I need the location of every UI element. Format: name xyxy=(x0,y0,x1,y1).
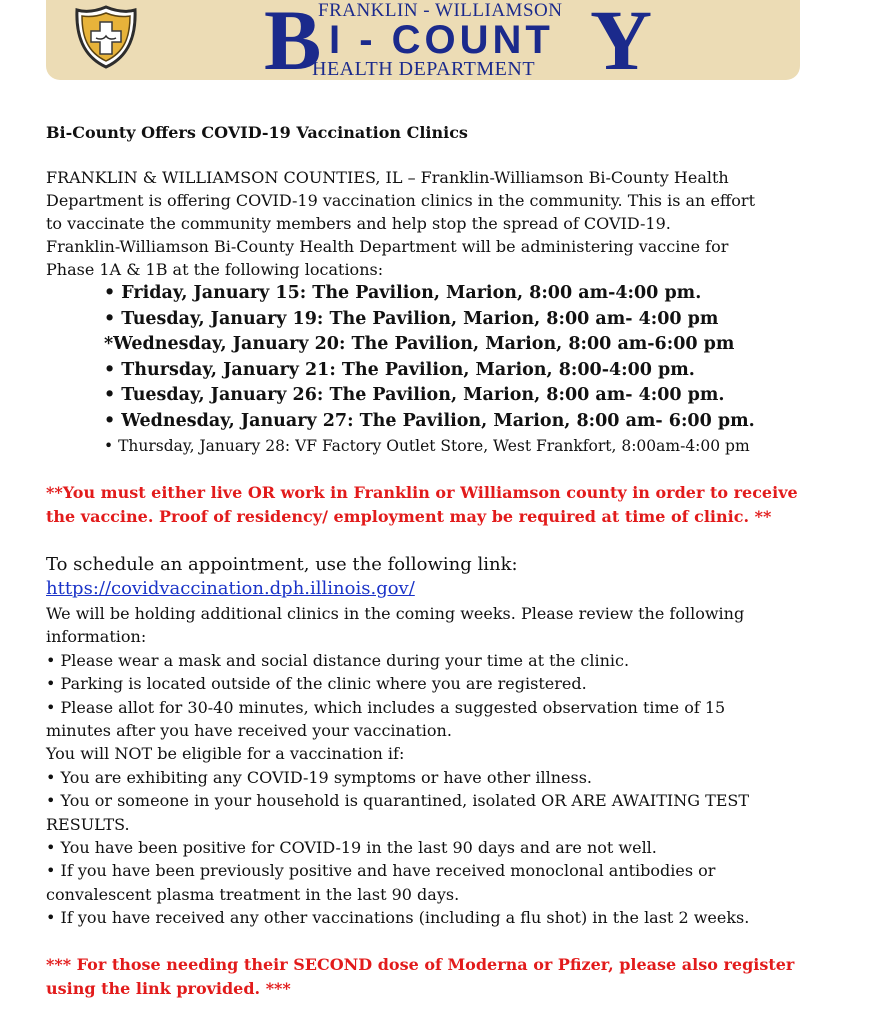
location-item: • Friday, January 15: The Pavilion, Marion, 8:00 am-4:00 pm. xyxy=(104,283,702,303)
intro-paragraph xyxy=(46,166,846,281)
residency-notice xyxy=(46,481,846,529)
info-section xyxy=(46,602,846,930)
schedule-link[interactable]: https://covidvaccination.dph.illinois.gov/ xyxy=(46,578,415,599)
shield-cross-icon xyxy=(74,4,138,70)
logo-top-line: FRANKLIN - WILLIAMSON xyxy=(318,0,563,21)
residency-line: the vaccine. Proof of residency/ employment may be required at time of clinic. ** xyxy=(46,507,772,526)
location-item: *Wednesday, January 20: The Pavilion, Marion, 8:00 am-6:00 pm xyxy=(104,334,735,354)
second-dose-notice xyxy=(46,953,846,1001)
location-item: • Tuesday, January 26: The Pavilion, Marion, 8:00 am- 4:00 pm. xyxy=(104,385,725,405)
clinic-locations-list xyxy=(104,281,846,459)
info-line: • You are exhibiting any COVID-19 symptoms or have other illness. xyxy=(46,767,593,787)
schedule-text: To schedule an appointment, use the following link: xyxy=(46,554,518,575)
info-line: RESULTS. xyxy=(46,814,130,834)
location-item: • Wednesday, January 27: The Pavilion, Marion, 8:00 am- 6:00 pm. xyxy=(104,410,755,431)
logo-bottom-line: HEALTH DEPARTMENT xyxy=(312,58,536,80)
article-body xyxy=(46,122,846,1001)
second-dose-line: *** For those needing their SECOND dose of Moderna or Pfizer, please also register xyxy=(46,954,795,974)
intro-line: FRANKLIN & WILLIAMSON COUNTIES, IL – Franklin-Williamson Bi-County Health xyxy=(46,168,729,187)
logo-county-word: I - COUNT xyxy=(329,18,554,62)
intro-line: Department is offering COVID-19 vaccination clinics in the community. This is an effort xyxy=(46,191,755,210)
info-line: You will NOT be eligible for a vaccination if: xyxy=(46,744,405,764)
location-item: • Thursday, January 28: VF Factory Outlet Store, West Frankfort, 8:00am-4:00 pm xyxy=(104,437,750,455)
location-item: • Thursday, January 21: The Pavilion, Marion, 8:00-4:00 pm. xyxy=(104,359,695,380)
info-line: • Please wear a mask and social distance during your time at the clinic. xyxy=(46,650,630,670)
info-line: • If you have received any other vaccinations (including a flu shot) in the last 2 weeks. xyxy=(46,908,750,928)
info-line: • You or someone in your household is quarantined, isolated OR ARE AWAITING TEST xyxy=(46,791,750,811)
intro-line: Franklin-Williamson Bi-County Health Department will be administering vaccine for xyxy=(46,237,729,256)
info-line: • You have been positive for COVID-19 in the last 90 days and are not well. xyxy=(46,838,657,858)
logo-letter-y: Y xyxy=(590,0,653,80)
second-dose-line: using the link provided. *** xyxy=(46,978,291,998)
header-banner xyxy=(46,0,800,80)
logo-letter-b: B xyxy=(264,0,320,80)
intro-line: Phase 1A & 1B at the following locations: xyxy=(46,260,384,279)
article-title: Bi-County Offers COVID-19 Vaccination Clinics xyxy=(46,123,468,142)
info-line: • Please allot for 30-40 minutes, which includes a suggested observation time of 15 xyxy=(46,697,726,717)
intro-line: to vaccinate the community members and help stop the spread of COVID-19. xyxy=(46,214,671,233)
location-item: • Tuesday, January 19: The Pavilion, Marion, 8:00 am- 4:00 pm xyxy=(104,308,719,329)
info-line: • Parking is located outside of the clinic where you are registered. xyxy=(46,674,587,694)
info-line: information: xyxy=(46,627,147,647)
residency-line: **You must either live OR work in Franklin or Williamson county in order to receive xyxy=(46,483,798,502)
info-line: minutes after you have received your vaccination. xyxy=(46,721,452,741)
info-line: convalescent plasma treatment in the last 90 days. xyxy=(46,884,460,904)
info-line: We will be holding additional clinics in the coming weeks. Please review the following xyxy=(46,604,745,623)
info-line: • If you have been previously positive and have received monoclonal antibodies or xyxy=(46,861,716,881)
